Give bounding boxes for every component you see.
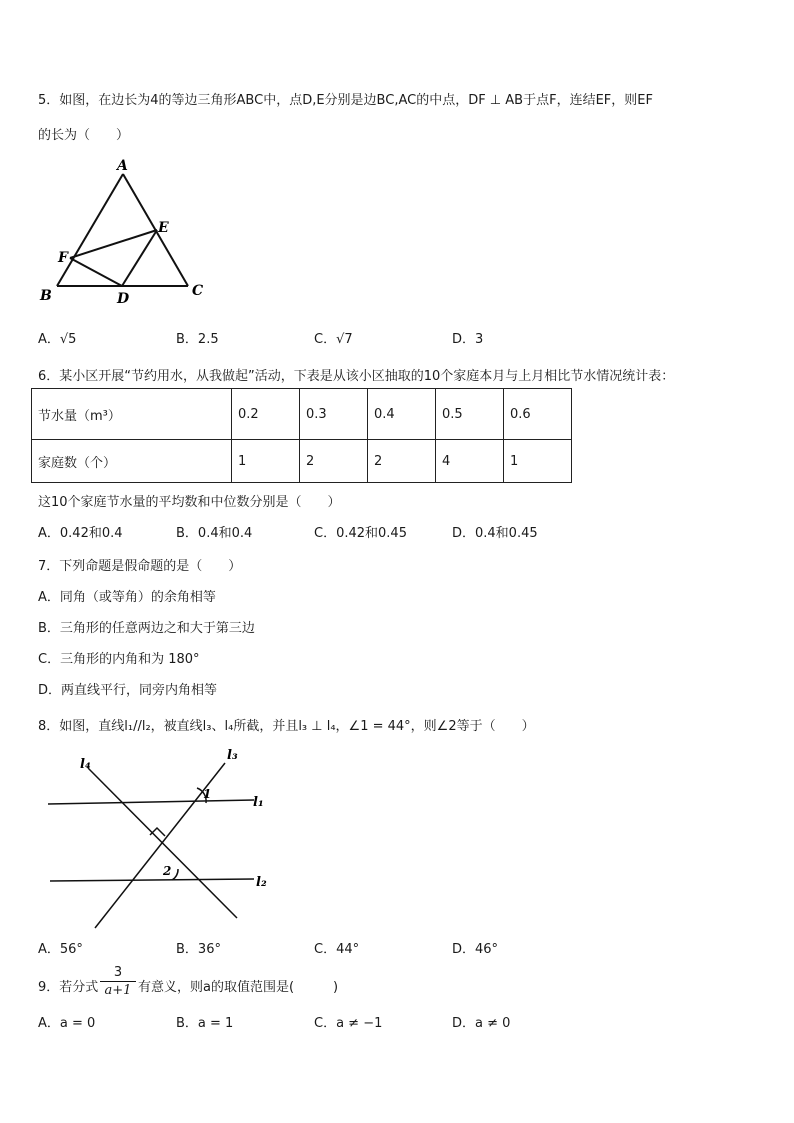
q6-option-c: C．0.42和0.45	[314, 526, 407, 541]
table-cell: 0.5	[436, 389, 504, 440]
q5-label-A: A	[117, 158, 128, 174]
q8-option-a: A．56°	[38, 942, 83, 957]
q5-label-B: B	[40, 288, 52, 304]
q5-label-F: F	[58, 250, 68, 266]
q5-option-a: A．√5	[38, 332, 77, 347]
table-row	[32, 440, 572, 483]
q7-stem: 7．下列命题是假命题的是（ ）	[38, 559, 242, 574]
q9-option-a: A．a = 0	[38, 1016, 96, 1031]
q9-fraction	[100, 965, 136, 998]
q8-label-angle2: 2	[163, 864, 172, 878]
q5-stem-line1: 5．如图，在边长为4的等边三角形ABC中，点D,E分别是边BC,AC的中点，DF ⊥ AB于点F，连结EF，则EF	[38, 93, 653, 108]
table-cell: 0.3	[300, 389, 368, 440]
q9-fraction-numerator: 3	[113, 965, 123, 980]
q6-option-a: A．0.42和0.4	[38, 526, 123, 541]
q8-label-angle1: 1	[203, 787, 212, 801]
q8-option-c: C．44°	[314, 942, 360, 957]
q5-label-C: C	[192, 283, 204, 299]
table-header-cell: 节水量（m³）	[32, 389, 232, 440]
q6-stem: 6．某小区开展“节约用水，从我做起”活动，下表是从该小区抽取的10个家庭本月与上月相比节水情况统计表：	[38, 369, 675, 384]
table-cell: 1	[504, 440, 572, 483]
q5-option-b: B．2.5	[176, 332, 219, 347]
table-cell: 2	[300, 440, 368, 483]
q5-option-c: C．√7	[314, 332, 353, 347]
q8-label-l1: l₁	[253, 795, 264, 810]
table-cell: 1	[232, 440, 300, 483]
table-cell: 0.6	[504, 389, 572, 440]
q9-option-b: B．a = 1	[176, 1016, 234, 1031]
q5-label-E: E	[158, 220, 169, 236]
q9-option-c: C．a ≠ −1	[314, 1016, 383, 1031]
q9-fraction-denominator: a+1	[104, 983, 132, 998]
table-cell: 0.2	[232, 389, 300, 440]
q6-option-b: B．0.4和0.4	[176, 526, 253, 541]
table-row	[32, 389, 572, 440]
q7-option-d: D．两直线平行，同旁内角相等	[38, 683, 218, 698]
q5-option-d: D．3	[452, 332, 484, 347]
q7-option-a: A．同角（或等角）的余角相等	[38, 590, 216, 605]
table-header-cell: 家庭数（个）	[32, 440, 232, 483]
q6-option-d: D．0.4和0.45	[452, 526, 538, 541]
q8-label-l4: l₄	[80, 757, 91, 772]
q6-question: 这10个家庭节水量的平均数和中位数分别是（ ）	[38, 495, 341, 510]
q5-stem-line2: 的长为（ ）	[38, 128, 130, 143]
q7-option-b: B．三角形的任意两边之和大于第三边	[38, 621, 255, 636]
q7-option-c: C．三角形的内角和为 180°	[38, 652, 200, 667]
q5-label-D: D	[117, 291, 130, 307]
q9-stem-prefix: 9．若分式	[38, 980, 99, 995]
q8-option-b: B．36°	[176, 942, 221, 957]
q8-label-l3: l₃	[227, 748, 238, 763]
fraction-bar	[100, 981, 136, 982]
table-cell: 4	[436, 440, 504, 483]
q9-stem-suffix: 有意义，则a的取值范围是( )	[138, 980, 339, 995]
q9-option-d: D．a ≠ 0	[452, 1016, 511, 1031]
q6-water-saving-table	[31, 388, 572, 483]
q8-option-d: D．46°	[452, 942, 499, 957]
table-cell: 0.4	[368, 389, 436, 440]
q8-stem: 8．如图，直线l₁//l₂，被直线l₃、l₄所截，并且l₃ ⊥ l₄，∠1 = 44°，则∠2等于（ ）	[38, 719, 535, 734]
q8-label-l2: l₂	[256, 875, 267, 890]
table-cell: 2	[368, 440, 436, 483]
